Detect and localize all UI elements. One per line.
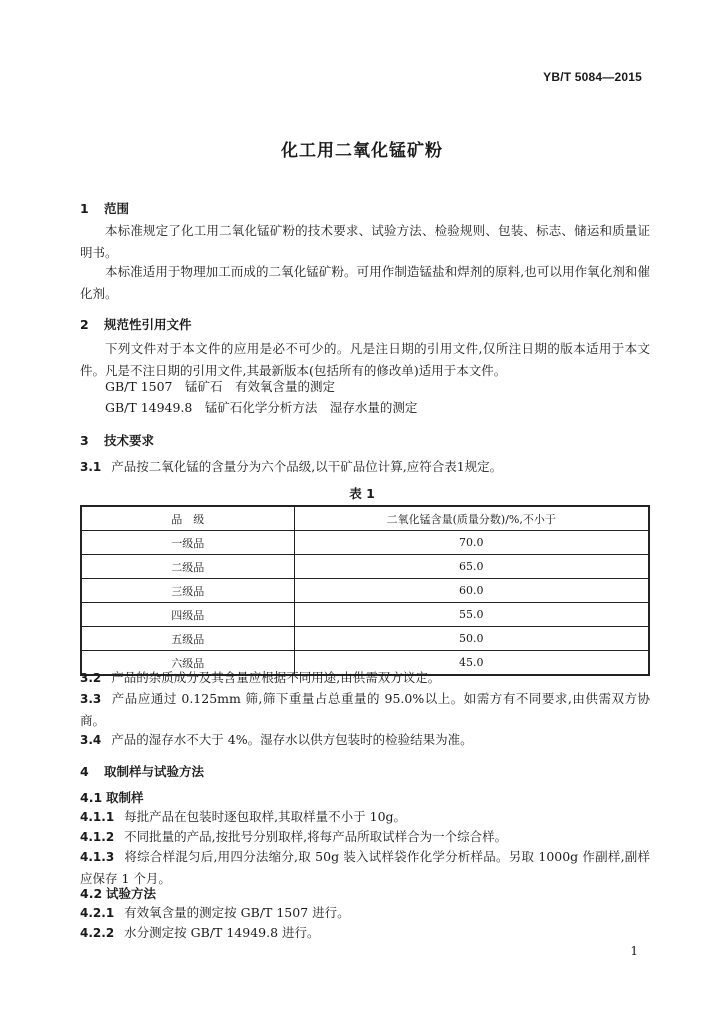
section-3-heading (80, 431, 154, 449)
subsection-4-2 (80, 884, 156, 902)
clause-4-1-3-text: 将综合样混匀后,用四分法缩分,取 50g 装入试样袋作化学分析样品。另取 1000g 作副样,副样应保存 1 个月。 (80, 849, 650, 886)
section-3-title: 技术要求 (104, 433, 155, 448)
clause-3-2-number: 3.2 (80, 671, 102, 685)
clause-3-2 (80, 667, 650, 689)
reference-gb-1507: GB/T 1507 锰矿石 有效氧含量的测定 (105, 379, 336, 394)
clause-3-3-number: 3.3 (80, 692, 102, 706)
table-header-row (81, 506, 649, 531)
clause-4-1-2-number: 4.1.2 (80, 830, 115, 844)
clause-4-1-3 (80, 846, 650, 889)
value-cell: 55.0 (294, 603, 649, 627)
subsection-4-1-number: 4.1 (80, 790, 103, 805)
section-1-title: 范围 (104, 201, 130, 216)
value-cell: 45.0 (294, 651, 649, 676)
section-4-number: 4 (80, 764, 89, 779)
clause-4-2-2-text: 水分测定按 GB/T 14949.8 进行。 (124, 925, 320, 940)
table-header-content: 二氧化锰含量(质量分数)/%,不小于 (294, 506, 649, 531)
clause-4-1-1 (80, 806, 650, 828)
value-cell: 70.0 (294, 531, 649, 555)
grade-table (80, 505, 650, 676)
grade-cell: 二级品 (81, 555, 294, 579)
clause-4-2-1-number: 4.2.1 (80, 906, 115, 920)
clause-4-2-1 (80, 902, 650, 924)
standard-code: YB/T 5084—2015 (543, 70, 642, 84)
clause-4-1-1-text: 每批产品在包装时逐包取样,其取样量不小于 10g。 (124, 809, 407, 824)
grade-cell: 五级品 (81, 627, 294, 651)
section-3-number: 3 (80, 433, 89, 448)
clause-3-2-text: 产品的杂质成分及其含量应根据不同用途,由供需双方议定。 (111, 670, 441, 685)
section-1-number: 1 (80, 201, 89, 216)
table-row (81, 555, 649, 579)
clause-3-1 (80, 456, 650, 478)
clause-3-3-text: 产品应通过 0.125mm 筛,筛下重量占总重量的 95.0%以上。如需方有不同要求,由供需双方协商。 (80, 691, 650, 728)
scope-paragraph-2: 本标准适用于物理加工而成的二氧化锰矿粉。可用作制造锰盐和焊剂的原料,也可以用作氧化剂和催化剂。 (80, 264, 650, 301)
clause-4-2-1-text: 有效氧含量的测定按 GB/T 1507 进行。 (124, 905, 350, 920)
section-4-heading (80, 762, 204, 780)
clause-3-3 (80, 688, 650, 731)
table-caption: 表 1 (349, 486, 375, 501)
clause-4-1-2 (80, 826, 650, 848)
clause-3-1-text: 产品按二氧化锰的含量分为六个品级,以干矿品位计算,应符合表1规定。 (111, 459, 503, 474)
subsection-4-1-title: 取制样 (106, 790, 144, 805)
table-row (81, 531, 649, 555)
value-cell: 60.0 (294, 579, 649, 603)
subsection-4-2-number: 4.2 (80, 886, 103, 901)
clause-3-4-number: 3.4 (80, 733, 102, 747)
grade-cell: 六级品 (81, 651, 294, 676)
section-2-heading (80, 315, 192, 333)
section-4-title: 取制样与试验方法 (104, 764, 205, 779)
section-1-heading (80, 199, 129, 217)
table-header-grade: 品 级 (81, 506, 294, 531)
references-paragraph: 下列文件对于本文件的应用是必不可少的。凡是注日期的引用文件,仅所注日期的版本适用于本文件。凡是不注日期的引用文件,其最新版本(包括所有的修改单)适用于本文件。 (80, 341, 650, 378)
grade-cell: 三级品 (81, 579, 294, 603)
clause-3-4 (80, 729, 650, 751)
clause-3-4-text: 产品的湿存水不大于 4%。湿存水以供方包装时的检验结果为准。 (111, 732, 473, 747)
table-row (81, 627, 649, 651)
scope-paragraph-1: 本标准规定了化工用二氧化锰矿粉的技术要求、试验方法、检验规则、包装、标志、储运和质量证明书。 (80, 223, 650, 260)
grade-cell: 一级品 (81, 531, 294, 555)
value-cell: 50.0 (294, 627, 649, 651)
clause-3-1-number: 3.1 (80, 460, 102, 474)
grade-cell: 四级品 (81, 603, 294, 627)
value-cell: 65.0 (294, 555, 649, 579)
subsection-4-2-title: 试验方法 (106, 886, 157, 901)
section-2-title: 规范性引用文件 (104, 317, 192, 332)
section-2-number: 2 (80, 317, 89, 332)
table-row (81, 579, 649, 603)
table-row (81, 603, 649, 627)
page-number: 1 (630, 944, 638, 958)
clause-4-1-3-number: 4.1.3 (80, 850, 115, 864)
reference-gb-14949-8: GB/T 14949.8 锰矿石化学分析方法 湿存水量的测定 (105, 400, 418, 415)
clause-4-1-2-text: 不同批量的产品,按批号分别取样,将每产品所取试样合为一个综合样。 (124, 829, 508, 844)
clause-4-2-2 (80, 922, 650, 944)
clause-4-2-2-number: 4.2.2 (80, 926, 115, 940)
subsection-4-1 (80, 788, 144, 806)
document-title: 化工用二氧化锰矿粉 (281, 141, 443, 161)
clause-4-1-1-number: 4.1.1 (80, 810, 115, 824)
